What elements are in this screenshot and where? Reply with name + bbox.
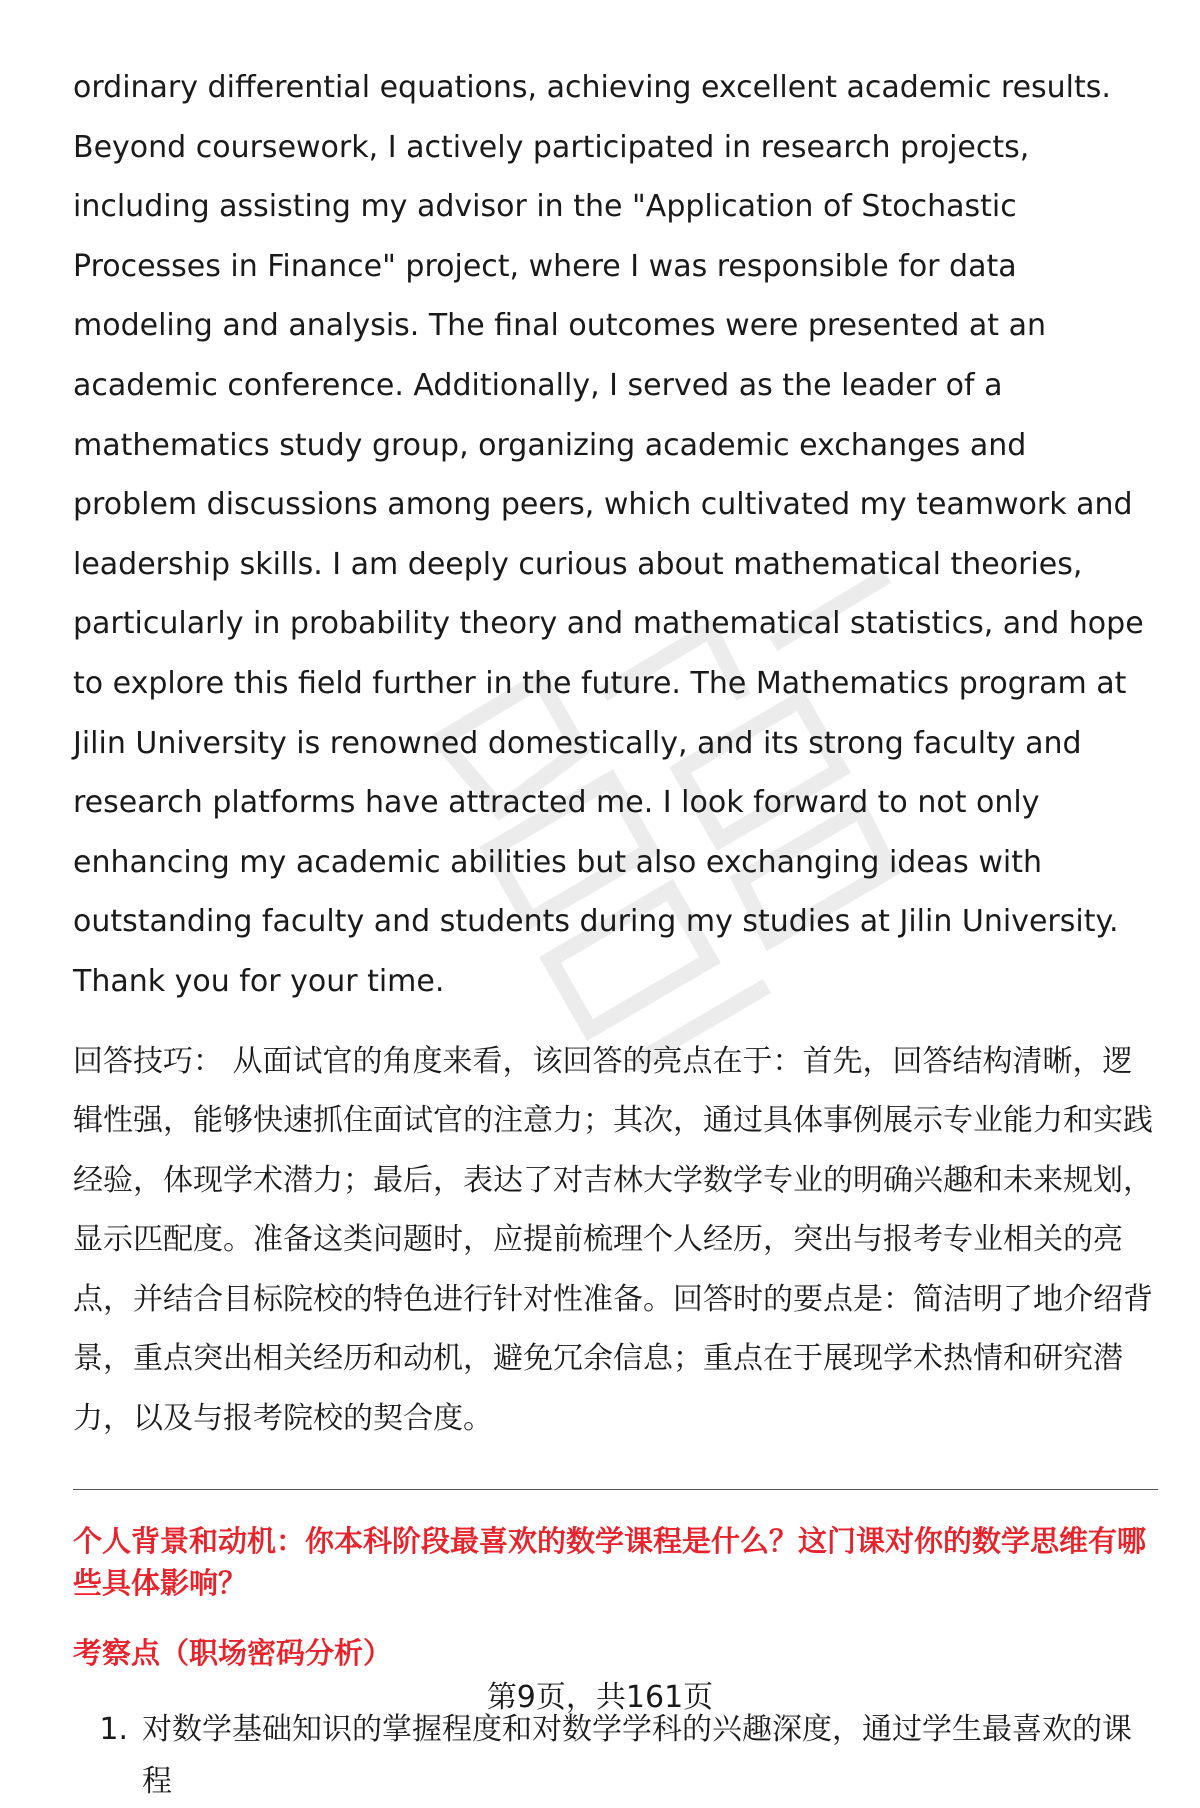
answer-tips-paragraph: 回答技巧： 从面试官的角度来看，该回答的亮点在于：首先，回答结构清晰，逻辑性强，能够快速抓住面试官的注意力；其次，通过具体事例展示专业能力和实践经验，体现学术潜力；最后，表达了对吉林大学数学专业的明确兴趣和未来规划，显示匹配度。准备这类问题时，应提前梳理个人经历，突出与报考专业相关的亮点，并结合目标院校的特色进行针对性准备。回答时的要点是：简洁明了地介绍背景，重点突出相关经历和动机，避免冗余信息；重点在于展现学术热情和研究潜力，以及与报考院校的契合度。 [73, 1043, 1153, 1437]
assessment-heading: 考察点（职场密码分析） [73, 1635, 393, 1670]
list-item-text: 对数学基础知识的掌握程度和对数学学科的兴趣深度，通过学生最喜欢的课程 [142, 1711, 1132, 1799]
list-item-number: 1. [99, 1711, 128, 1747]
list-item [73, 1704, 1158, 1808]
answer-english-paragraph: ordinary differential equations, achieving excellent academic results. Beyond coursework, I actively participated in research projects, including assisting my advisor in the "Application of Stochastic Processes in Finance" project, where I was responsible for data modeling and analysis. The final outcomes were presented at an academic conference. Additionally, I served as the leader of a mathematics study group, organizing academic exchanges and problem discussions among peers, which cultivated my teamwork and leadership skills. I am deeply curious about mathematical theories, particularly in probability theory and mathematical statistics, and hope to explore this field further in the future. The Mathematics program at Jilin University is renowned domestically, and its strong faculty and research platforms have attracted me. I look forward to not only enhancing my academic abilities but also exchanging ideas with outstanding faculty and students during my studies at Jilin University. Thank you for your time. [73, 70, 1144, 999]
assessment-list [73, 1704, 1158, 1808]
page-number-footer: 第9页，共161页 [486, 1680, 714, 1715]
section-divider [73, 1489, 1158, 1490]
document-page [73, 58, 1158, 1808]
question-heading: 个人背景和动机：你本科阶段最喜欢的数学课程是什么？这门课对你的数学思维有哪些具体影响？ [73, 1523, 1147, 1600]
